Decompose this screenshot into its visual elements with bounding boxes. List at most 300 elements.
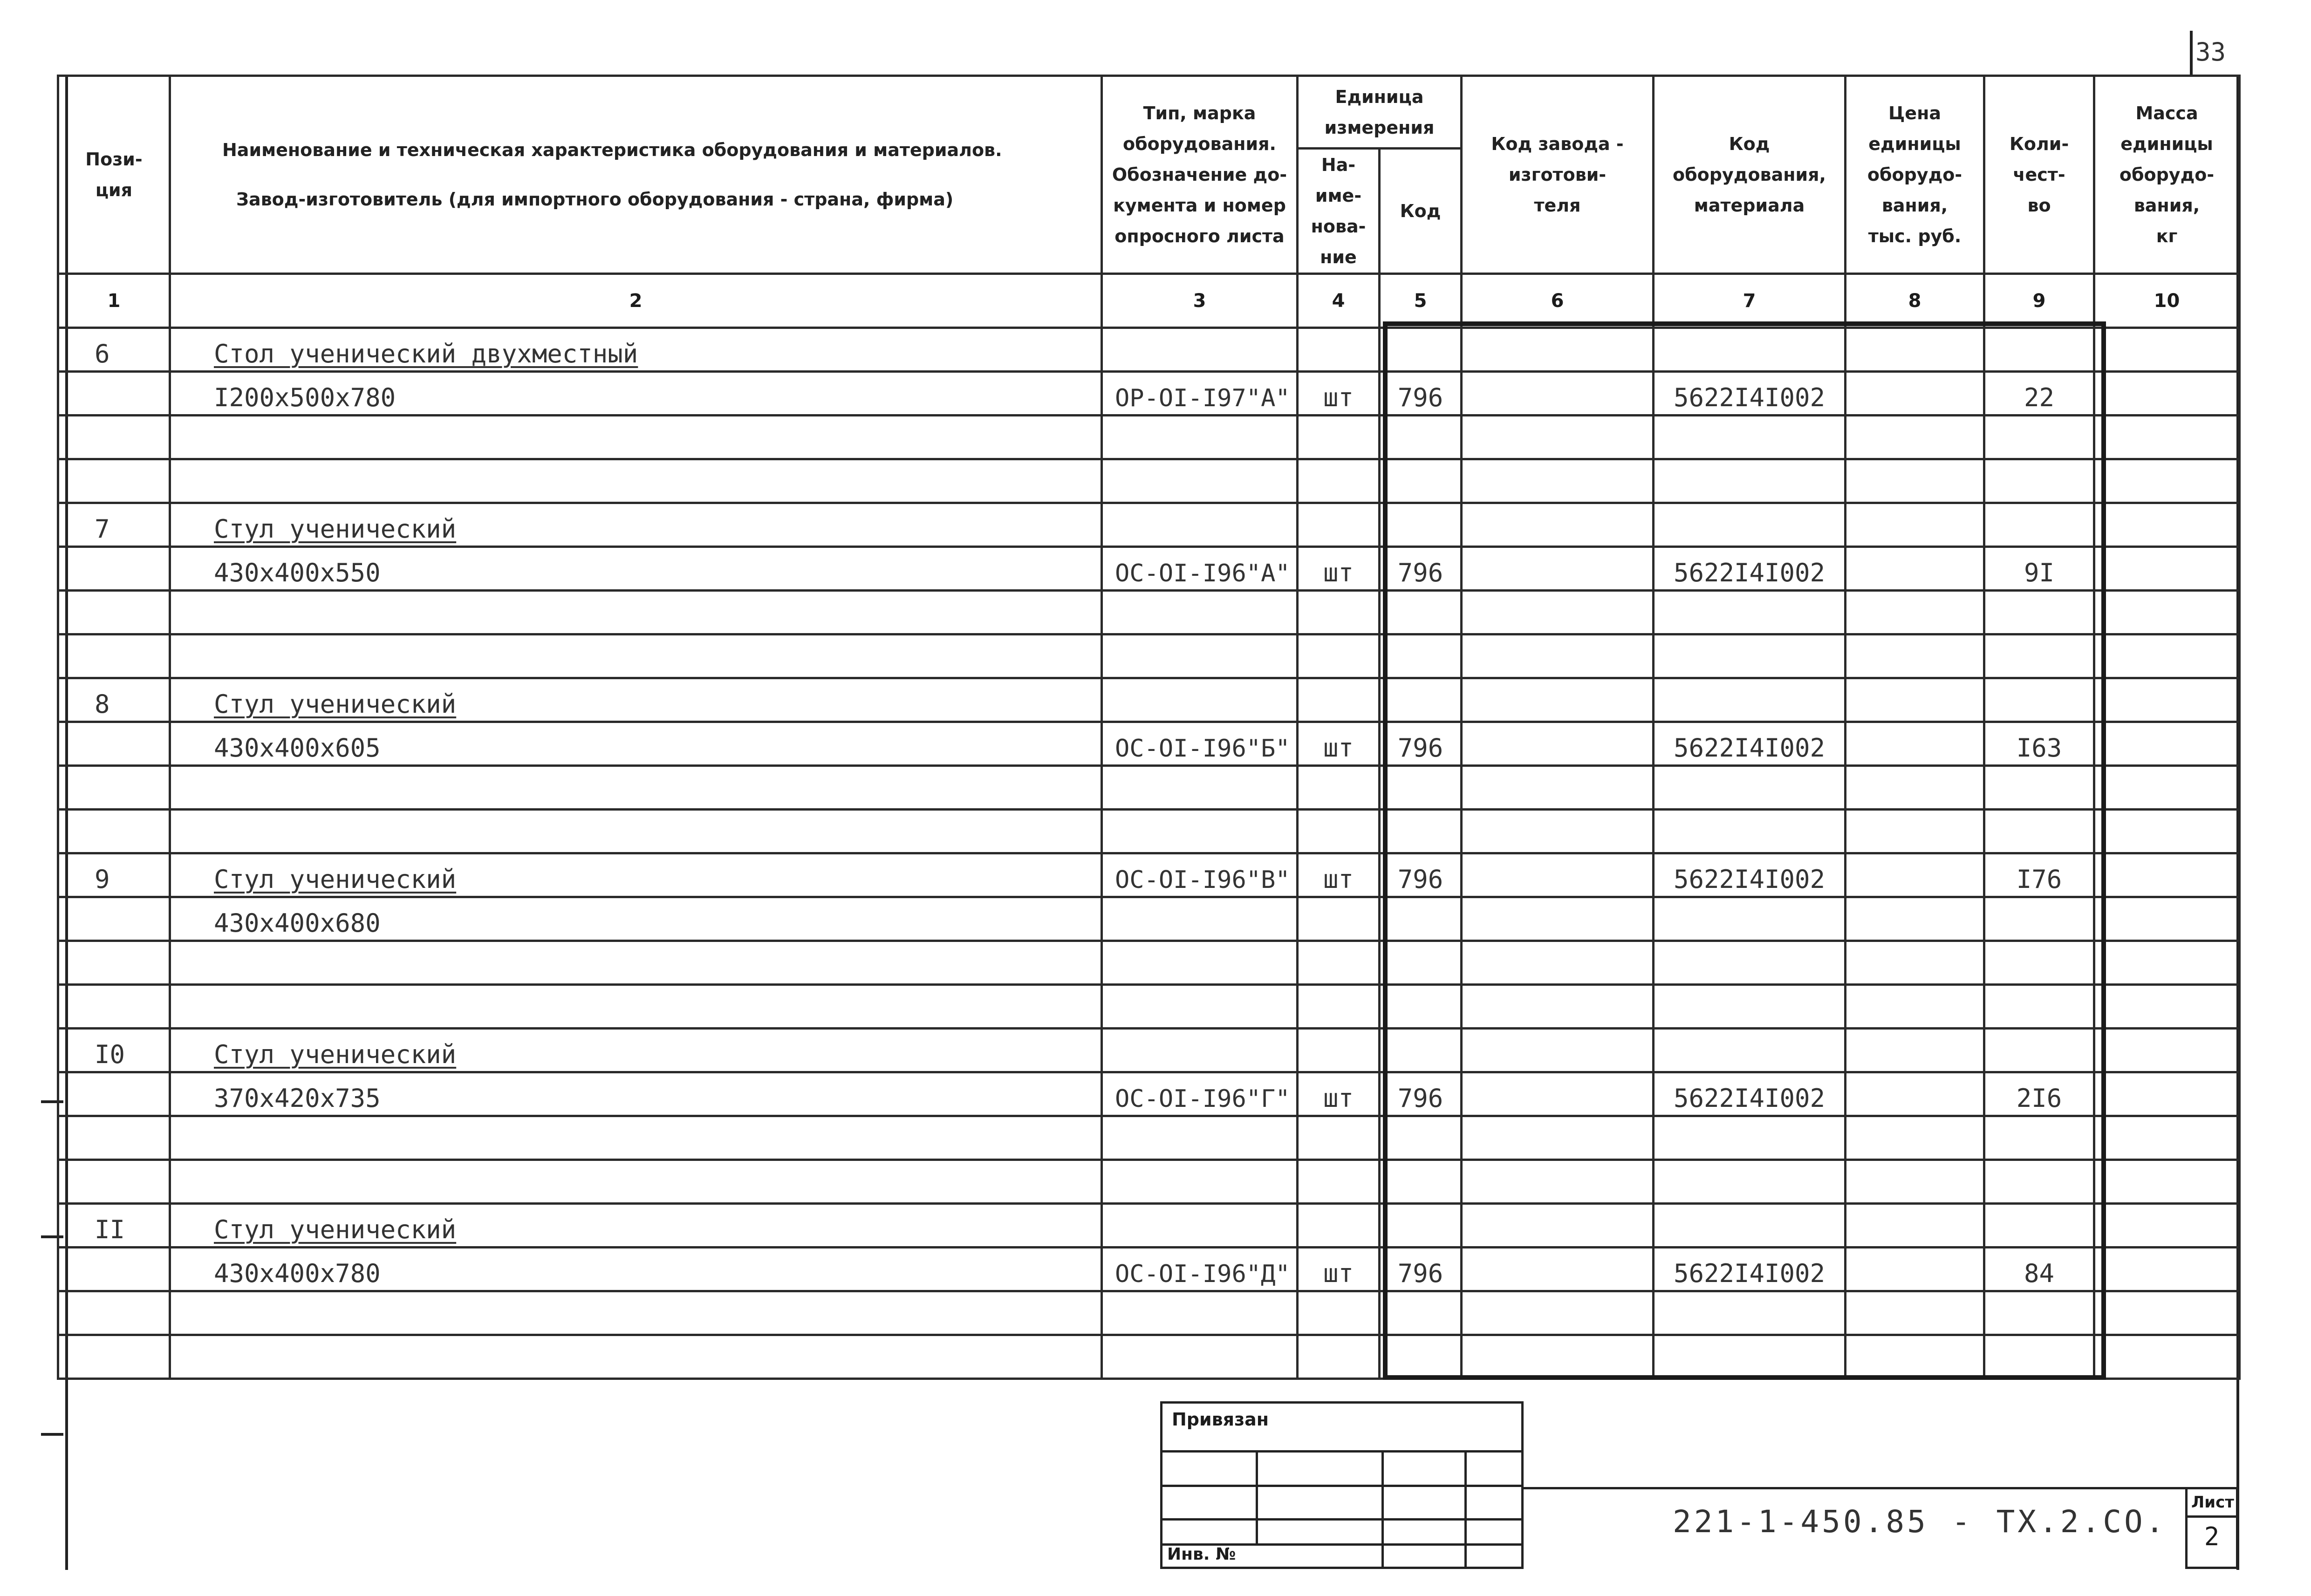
unit-name-cell <box>1298 1029 1380 1072</box>
document-cell: ОС-ОI-I96"Д" <box>1102 1248 1298 1291</box>
quantity-cell <box>1984 1029 2094 1072</box>
position-cell <box>58 1248 170 1291</box>
quantity-cell <box>1984 1160 2094 1204</box>
document-cell <box>1102 678 1298 722</box>
unit-code-cell <box>1380 897 1462 941</box>
manufacturer-code-cell <box>1462 985 1654 1029</box>
unit-name-cell: шт <box>1298 1248 1380 1291</box>
price-cell <box>1846 766 1984 810</box>
table-row <box>58 1335 2240 1379</box>
manufacturer-code-cell <box>1462 1029 1654 1072</box>
mass-cell <box>2094 941 2240 985</box>
quantity-cell: 9I <box>1984 547 2094 591</box>
quantity-cell <box>1984 897 2094 941</box>
unit-name-cell: шт <box>1298 372 1380 416</box>
column-number: 2 <box>170 274 1102 328</box>
quantity-cell <box>1984 459 2094 503</box>
header-name: Наименование и техническая характеристика оборудования и материалов. Завод-изготовитель (для импортного оборудования - страна, фирма) <box>170 76 1102 274</box>
unit-code-cell <box>1380 941 1462 985</box>
material-code-cell <box>1654 1291 1846 1335</box>
document-cell: ОС-ОI-I96"Г" <box>1102 1072 1298 1116</box>
item-name-cell: 430x400x605 <box>170 722 1102 766</box>
mass-cell <box>2094 1335 2240 1379</box>
material-code-cell <box>1654 1335 1846 1379</box>
position-cell: II <box>58 1204 170 1248</box>
price-cell <box>1846 459 1984 503</box>
price-cell <box>1846 678 1984 722</box>
material-code-cell: 5622I4I002 <box>1654 372 1846 416</box>
unit-name-cell: шт <box>1298 722 1380 766</box>
document-code: 221-1-450.85 <box>1673 1504 1928 1540</box>
price-cell <box>1846 634 1984 678</box>
item-name-cell <box>170 591 1102 634</box>
unit-code-cell <box>1380 985 1462 1029</box>
material-code-cell <box>1654 766 1846 810</box>
document-cell: ОС-ОI-I96"В" <box>1102 853 1298 897</box>
table-row <box>58 328 2240 372</box>
quantity-cell <box>1984 985 2094 1029</box>
mass-cell <box>2094 678 2240 722</box>
header-manufacturer-code: Код завода - изготови- теля <box>1462 76 1654 274</box>
price-cell <box>1846 1291 1984 1335</box>
unit-name-cell: шт <box>1298 853 1380 897</box>
unit-name-cell <box>1298 941 1380 985</box>
position-cell <box>58 547 170 591</box>
table-row <box>58 678 2240 722</box>
mass-cell <box>2094 503 2240 547</box>
unit-name-cell <box>1298 1160 1380 1204</box>
price-cell <box>1846 503 1984 547</box>
material-code-cell <box>1654 1116 1846 1160</box>
mass-cell <box>2094 1072 2240 1116</box>
unit-code-cell: 796 <box>1380 372 1462 416</box>
table-row <box>58 1160 2240 1204</box>
material-code-cell: 5622I4I002 <box>1654 722 1846 766</box>
position-cell <box>58 416 170 459</box>
item-name-cell <box>170 1116 1102 1160</box>
quantity-cell <box>1984 1116 2094 1160</box>
header-type-doc: Тип, марка оборудования. Обозначение до- кумента и номер опросного листа <box>1102 76 1298 274</box>
unit-name-cell <box>1298 897 1380 941</box>
document-cell <box>1102 1291 1298 1335</box>
position-cell <box>58 459 170 503</box>
unit-code-cell <box>1380 1029 1462 1072</box>
page-number: 33 <box>2195 37 2226 67</box>
position-cell <box>58 722 170 766</box>
table-header <box>58 76 2240 328</box>
item-name-cell <box>170 459 1102 503</box>
item-name-cell <box>170 810 1102 853</box>
item-name-cell <box>170 1160 1102 1204</box>
column-number: 6 <box>1462 274 1654 328</box>
unit-name-cell <box>1298 985 1380 1029</box>
unit-name-cell <box>1298 328 1380 372</box>
unit-name-cell <box>1298 678 1380 722</box>
price-cell <box>1846 1160 1984 1204</box>
position-cell <box>58 766 170 810</box>
unit-name-cell <box>1298 1291 1380 1335</box>
position-cell <box>58 1335 170 1379</box>
mass-cell <box>2094 1116 2240 1160</box>
price-cell <box>1846 853 1984 897</box>
unit-code-cell <box>1380 328 1462 372</box>
document-cell <box>1102 1160 1298 1204</box>
document-cell <box>1102 416 1298 459</box>
document-cell <box>1102 328 1298 372</box>
table-row <box>58 897 2240 941</box>
unit-name-cell <box>1298 591 1380 634</box>
quantity-cell: I76 <box>1984 853 2094 897</box>
material-code-cell <box>1654 1029 1846 1072</box>
item-name-cell: Стол ученический двухместный <box>170 328 1102 372</box>
quantity-cell: 84 <box>1984 1248 2094 1291</box>
document-cell <box>1102 1335 1298 1379</box>
price-cell <box>1846 985 1984 1029</box>
manufacturer-code-cell <box>1462 1335 1654 1379</box>
mass-cell <box>2094 372 2240 416</box>
unit-code-cell <box>1380 416 1462 459</box>
document-cell <box>1102 591 1298 634</box>
quantity-cell <box>1984 678 2094 722</box>
material-code-cell <box>1654 985 1846 1029</box>
unit-name-cell <box>1298 459 1380 503</box>
unit-code-cell <box>1380 1291 1462 1335</box>
quantity-cell: 22 <box>1984 372 2094 416</box>
position-cell: 7 <box>58 503 170 547</box>
unit-name-cell <box>1298 1335 1380 1379</box>
unit-name-cell: шт <box>1298 1072 1380 1116</box>
item-name-cell <box>170 634 1102 678</box>
table-row <box>58 503 2240 547</box>
manufacturer-code-cell <box>1462 941 1654 985</box>
document-cell: ОР-ОI-I97"А" <box>1102 372 1298 416</box>
manufacturer-code-cell <box>1462 766 1654 810</box>
column-number: 5 <box>1380 274 1462 328</box>
unit-name-cell: шт <box>1298 547 1380 591</box>
manufacturer-code-cell <box>1462 459 1654 503</box>
unit-code-cell <box>1380 634 1462 678</box>
mass-cell <box>2094 853 2240 897</box>
table-row <box>58 1116 2240 1160</box>
header-material-code: Код оборудования, материала <box>1654 76 1846 274</box>
position-cell <box>58 1291 170 1335</box>
column-number: 7 <box>1654 274 1846 328</box>
mass-cell <box>2094 1029 2240 1072</box>
stamp-line <box>1162 1518 1521 1521</box>
unit-name-cell <box>1298 766 1380 810</box>
table-row <box>58 941 2240 985</box>
unit-code-cell: 796 <box>1380 853 1462 897</box>
manufacturer-code-cell <box>1462 1291 1654 1335</box>
position-cell <box>58 1116 170 1160</box>
manufacturer-code-cell <box>1462 722 1654 766</box>
position-cell <box>58 810 170 853</box>
price-cell <box>1846 722 1984 766</box>
binding-stamp <box>1160 1401 1524 1569</box>
mass-cell <box>2094 416 2240 459</box>
quantity-cell <box>1984 941 2094 985</box>
material-code-cell <box>1654 459 1846 503</box>
header-unit-name: На- име- нова- ние <box>1298 149 1380 274</box>
item-name-cell: Стул ученический <box>170 503 1102 547</box>
manufacturer-code-cell <box>1462 503 1654 547</box>
sheet-number-box <box>2185 1487 2238 1569</box>
column-number: 4 <box>1298 274 1380 328</box>
material-code-cell <box>1654 810 1846 853</box>
price-cell <box>1846 591 1984 634</box>
quantity-cell <box>1984 766 2094 810</box>
material-code-cell <box>1654 1204 1846 1248</box>
mass-cell <box>2094 328 2240 372</box>
page-number-divider <box>2190 31 2193 75</box>
manufacturer-code-cell <box>1462 853 1654 897</box>
stamp-line <box>1162 1485 1521 1487</box>
table-row <box>58 853 2240 897</box>
manufacturer-code-cell <box>1462 1072 1654 1116</box>
price-cell <box>1846 328 1984 372</box>
mass-cell <box>2094 547 2240 591</box>
table-row <box>58 459 2240 503</box>
header-mass: Масса единицы оборудо- вания, кг <box>2094 76 2240 274</box>
position-cell: 6 <box>58 328 170 372</box>
item-name-cell: 430x400x550 <box>170 547 1102 591</box>
table-row <box>58 591 2240 634</box>
header-price: Цена единицы оборудо- вания, тыс. руб. <box>1846 76 1984 274</box>
item-name-cell <box>170 1335 1102 1379</box>
item-name-cell: 430x400x680 <box>170 897 1102 941</box>
mass-cell <box>2094 897 2240 941</box>
position-cell <box>58 897 170 941</box>
price-cell <box>1846 941 1984 985</box>
unit-code-cell: 796 <box>1380 547 1462 591</box>
unit-code-cell <box>1380 503 1462 547</box>
document-cell <box>1102 1029 1298 1072</box>
inventory-label: Инв. № <box>1167 1545 1236 1564</box>
position-cell <box>58 1160 170 1204</box>
table-row <box>58 1204 2240 1248</box>
document-cell <box>1102 897 1298 941</box>
header-position: Пози- ция <box>58 76 170 274</box>
item-name-cell: Стул ученический <box>170 678 1102 722</box>
mass-cell <box>2094 722 2240 766</box>
column-number: 9 <box>1984 274 2094 328</box>
table-row <box>58 1291 2240 1335</box>
position-cell <box>58 634 170 678</box>
position-cell <box>58 591 170 634</box>
unit-code-cell: 796 <box>1380 1248 1462 1291</box>
unit-name-cell <box>1298 503 1380 547</box>
unit-code-cell <box>1380 766 1462 810</box>
mass-cell <box>2094 810 2240 853</box>
mass-cell <box>2094 459 2240 503</box>
document-cell <box>1102 1204 1298 1248</box>
price-cell <box>1846 547 1984 591</box>
sheet-number: 2 <box>2204 1522 2220 1551</box>
manufacturer-code-cell <box>1462 897 1654 941</box>
manufacturer-code-cell <box>1462 1160 1654 1204</box>
manufacturer-code-cell <box>1462 591 1654 634</box>
price-cell <box>1846 1029 1984 1072</box>
header-unit-group: Единица измерения <box>1298 76 1462 149</box>
material-code-cell: 5622I4I002 <box>1654 1072 1846 1116</box>
header-quantity: Коли- чест- во <box>1984 76 2094 274</box>
table-row <box>58 416 2240 459</box>
table-row <box>58 634 2240 678</box>
table-row <box>58 1072 2240 1116</box>
quantity-cell <box>1984 591 2094 634</box>
unit-code-cell <box>1380 1116 1462 1160</box>
position-cell <box>58 941 170 985</box>
column-number-row <box>58 274 2240 328</box>
manufacturer-code-cell <box>1462 1204 1654 1248</box>
sheet-divider <box>2188 1515 2236 1518</box>
table-row <box>58 372 2240 416</box>
table-row <box>58 810 2240 853</box>
material-code-cell <box>1654 416 1846 459</box>
quantity-cell: 2I6 <box>1984 1072 2094 1116</box>
mass-cell <box>2094 634 2240 678</box>
document-dash: - <box>1951 1504 1973 1540</box>
sheet-label: Лист <box>2191 1493 2234 1512</box>
unit-name-cell <box>1298 634 1380 678</box>
document-cell <box>1102 634 1298 678</box>
mass-cell <box>2094 985 2240 1029</box>
stamp-label: Привязан <box>1172 1409 1269 1430</box>
material-code-cell <box>1654 328 1846 372</box>
quantity-cell <box>1984 1335 2094 1379</box>
item-name-cell: Стул ученический <box>170 853 1102 897</box>
unit-code-cell <box>1380 1160 1462 1204</box>
mass-cell <box>2094 1160 2240 1204</box>
manufacturer-code-cell <box>1462 634 1654 678</box>
material-code-cell <box>1654 941 1846 985</box>
material-code-cell: 5622I4I002 <box>1654 853 1846 897</box>
table-row <box>58 1029 2240 1072</box>
document-cell <box>1102 503 1298 547</box>
manufacturer-code-cell <box>1462 372 1654 416</box>
material-code-cell <box>1654 678 1846 722</box>
table-row <box>58 722 2240 766</box>
title-block-line <box>1524 1487 2185 1489</box>
unit-code-cell <box>1380 678 1462 722</box>
position-cell <box>58 985 170 1029</box>
quantity-cell <box>1984 634 2094 678</box>
price-cell <box>1846 1116 1984 1160</box>
item-name-cell: Стул ученический <box>170 1029 1102 1072</box>
item-name-cell <box>170 1291 1102 1335</box>
material-code-cell <box>1654 503 1846 547</box>
item-name-cell: 370x420x735 <box>170 1072 1102 1116</box>
position-cell <box>58 372 170 416</box>
quantity-cell <box>1984 328 2094 372</box>
document-cell: ОС-ОI-I96"Б" <box>1102 722 1298 766</box>
manufacturer-code-cell <box>1462 328 1654 372</box>
document-cell <box>1102 941 1298 985</box>
table-row <box>58 985 2240 1029</box>
position-cell: I0 <box>58 1029 170 1072</box>
mass-cell <box>2094 1291 2240 1335</box>
item-name-cell <box>170 766 1102 810</box>
mass-cell <box>2094 1204 2240 1248</box>
manufacturer-code-cell <box>1462 810 1654 853</box>
specification-table <box>57 75 2241 1380</box>
header-unit-code: Код <box>1380 149 1462 274</box>
column-number: 3 <box>1102 274 1298 328</box>
position-cell: 9 <box>58 853 170 897</box>
unit-code-cell <box>1380 1204 1462 1248</box>
document-cell <box>1102 459 1298 503</box>
price-cell <box>1846 1204 1984 1248</box>
mass-cell <box>2094 766 2240 810</box>
unit-name-cell <box>1298 1204 1380 1248</box>
document-cell <box>1102 985 1298 1029</box>
unit-name-cell <box>1298 810 1380 853</box>
table-row <box>58 1248 2240 1291</box>
stamp-line <box>1256 1450 1258 1543</box>
price-cell <box>1846 897 1984 941</box>
quantity-cell <box>1984 810 2094 853</box>
column-number: 1 <box>58 274 170 328</box>
stamp-line <box>1381 1450 1384 1569</box>
unit-code-cell: 796 <box>1380 722 1462 766</box>
quantity-cell: I63 <box>1984 722 2094 766</box>
price-cell <box>1846 1335 1984 1379</box>
stamp-line <box>1464 1450 1467 1569</box>
document-cell <box>1102 810 1298 853</box>
material-code-cell <box>1654 634 1846 678</box>
price-cell <box>1846 810 1984 853</box>
quantity-cell <box>1984 1204 2094 1248</box>
unit-name-cell <box>1298 416 1380 459</box>
unit-code-cell: 796 <box>1380 1072 1462 1116</box>
item-name-cell <box>170 941 1102 985</box>
stamp-line <box>1162 1450 1521 1453</box>
unit-code-cell <box>1380 591 1462 634</box>
position-cell: 8 <box>58 678 170 722</box>
document-cell <box>1102 766 1298 810</box>
material-code-cell <box>1654 1160 1846 1204</box>
price-cell <box>1846 416 1984 459</box>
mass-cell <box>2094 591 2240 634</box>
price-cell <box>1846 1072 1984 1116</box>
item-name-cell <box>170 985 1102 1029</box>
manufacturer-code-cell <box>1462 1248 1654 1291</box>
table-body <box>58 328 2240 1379</box>
table-row <box>58 766 2240 810</box>
quantity-cell <box>1984 416 2094 459</box>
quantity-cell <box>1984 1291 2094 1335</box>
column-number: 8 <box>1846 274 1984 328</box>
material-code-cell <box>1654 897 1846 941</box>
manufacturer-code-cell <box>1462 416 1654 459</box>
document-cell: ОС-ОI-I96"А" <box>1102 547 1298 591</box>
document-number <box>1673 1504 2167 1540</box>
price-cell <box>1846 372 1984 416</box>
position-cell <box>58 1072 170 1116</box>
unit-code-cell <box>1380 810 1462 853</box>
margin-tick <box>41 1433 63 1436</box>
unit-name-cell <box>1298 1116 1380 1160</box>
column-number: 10 <box>2094 274 2240 328</box>
document-suffix: ТХ.2.СО. <box>1996 1504 2167 1540</box>
item-name-cell: Стул ученический <box>170 1204 1102 1248</box>
material-code-cell: 5622I4I002 <box>1654 547 1846 591</box>
price-cell <box>1846 1248 1984 1291</box>
manufacturer-code-cell <box>1462 678 1654 722</box>
item-name-cell: 430x400x780 <box>170 1248 1102 1291</box>
quantity-cell <box>1984 503 2094 547</box>
unit-code-cell <box>1380 1335 1462 1379</box>
